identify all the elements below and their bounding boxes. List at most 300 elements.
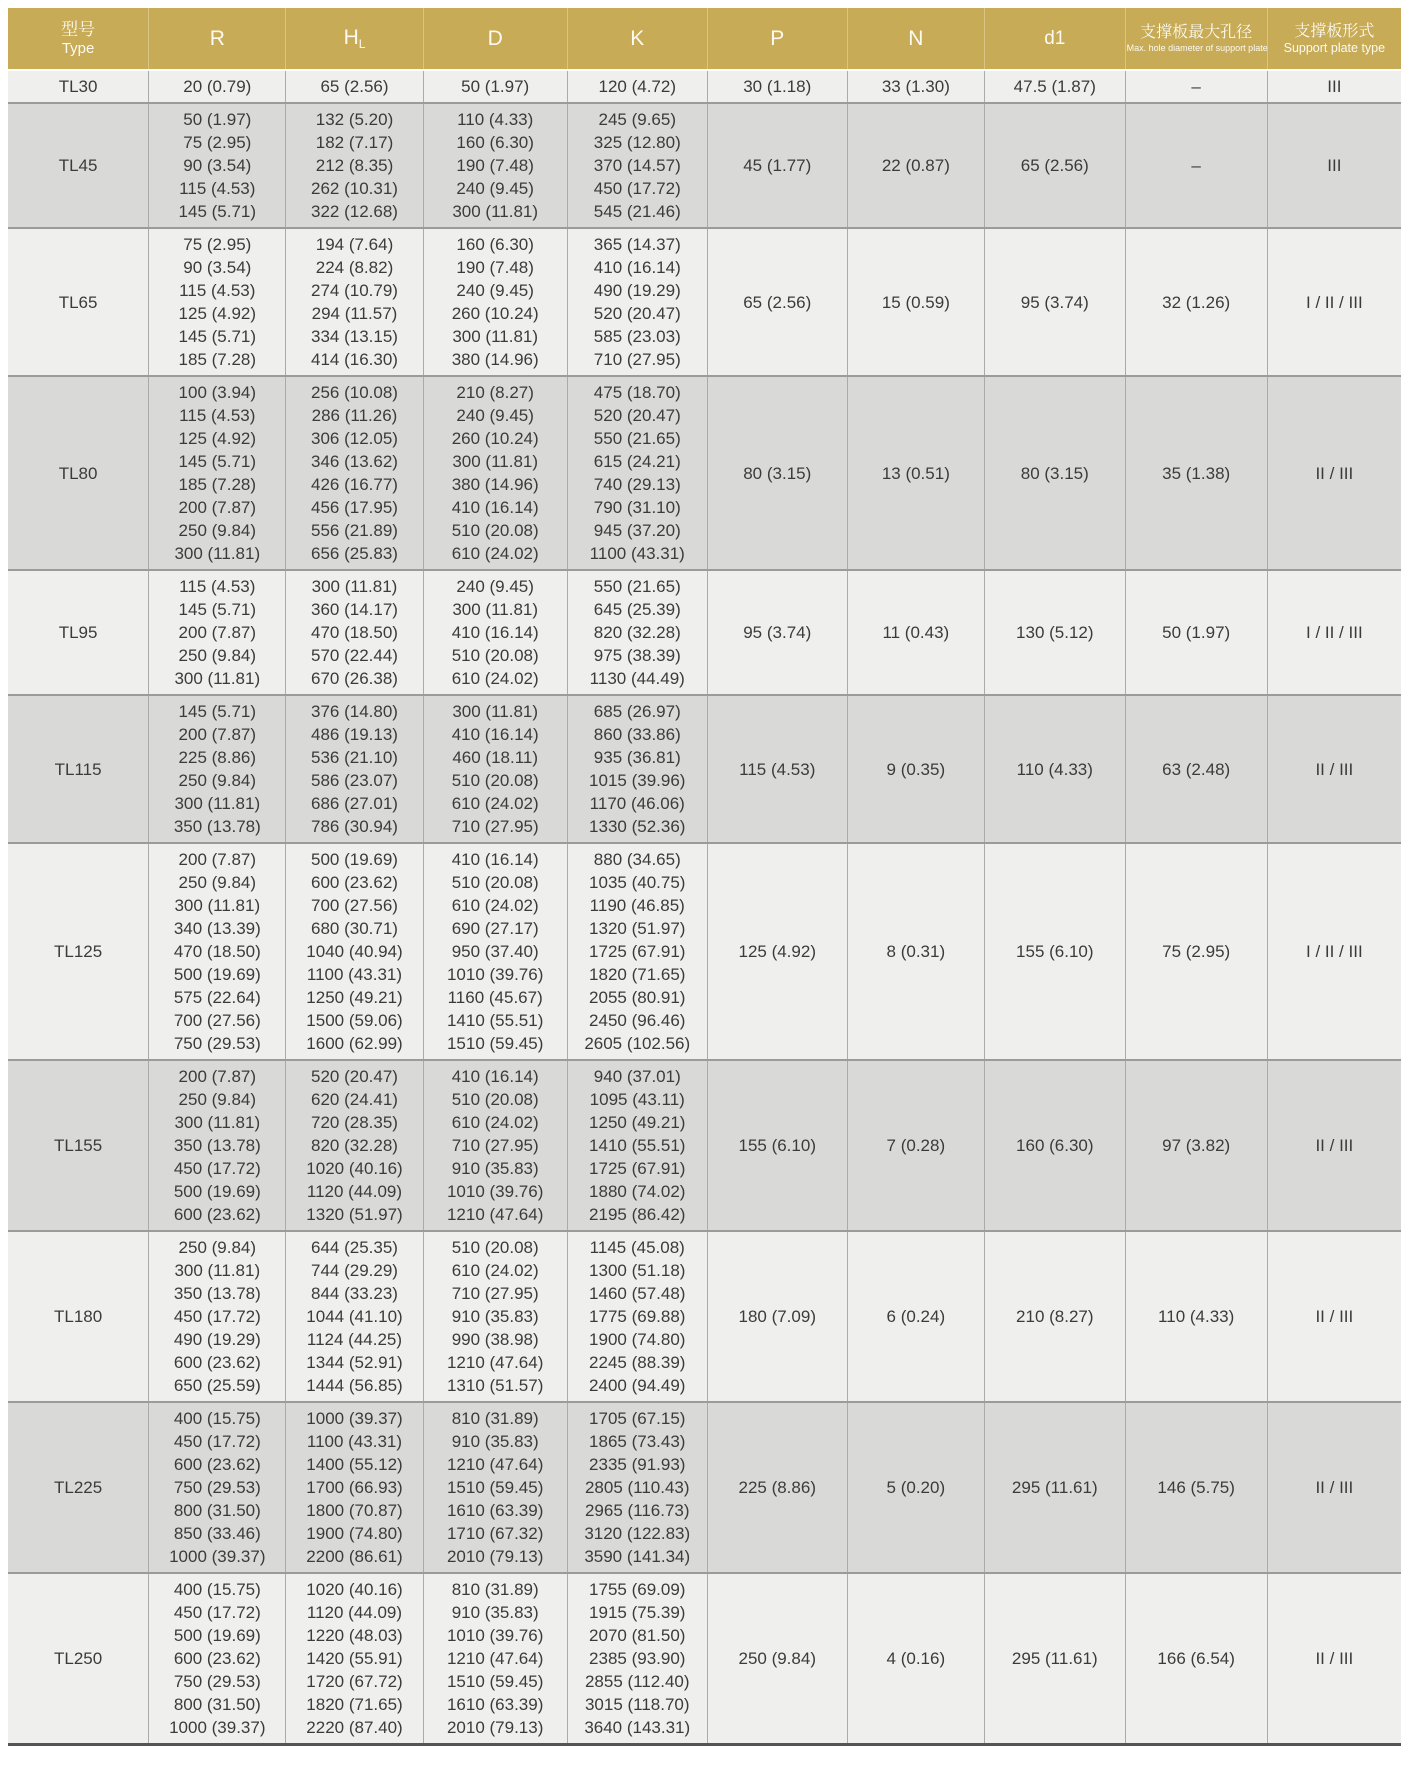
- d-value: 1510 (59.45): [446, 1478, 544, 1497]
- max-hole-cell: 110 (4.33): [1125, 1231, 1267, 1402]
- k-value: 935 (36.81): [593, 748, 681, 767]
- hl-value: 786 (30.94): [311, 817, 398, 836]
- r-value: 250 (9.84): [178, 521, 257, 540]
- hl-value: 520 (20.47): [311, 1067, 398, 1086]
- d-value: 1610 (63.39): [446, 1501, 544, 1520]
- d-value: 190 (7.48): [456, 156, 534, 175]
- k-value: 1725 (67.91): [589, 1159, 686, 1178]
- k-value: 1880 (74.02): [589, 1182, 686, 1201]
- hl-value: 1040 (40.94): [306, 942, 403, 961]
- d-value: 240 (9.45): [456, 281, 534, 300]
- r-value: 145 (5.71): [178, 452, 257, 471]
- r-value: 650 (25.59): [173, 1376, 261, 1395]
- k-value: 475 (18.70): [593, 383, 681, 402]
- k-cell: [567, 1060, 707, 1231]
- k-cell: [567, 570, 707, 695]
- r-cell: [149, 1231, 286, 1402]
- plate-type-cell: III: [1267, 103, 1401, 228]
- n-cell: 9 (0.35): [847, 695, 984, 843]
- spec-table-body: [8, 70, 1401, 1745]
- hl-value: 1600 (62.99): [306, 1034, 403, 1053]
- table-row: [8, 695, 1401, 843]
- r-value: 600 (23.62): [173, 1205, 261, 1224]
- hl-value: 194 (7.64): [315, 235, 394, 254]
- k-value: 2195 (86.42): [589, 1205, 686, 1224]
- max-hole-cell: –: [1125, 70, 1267, 103]
- k-value: 490 (19.29): [593, 281, 681, 300]
- d-value: 510 (20.08): [451, 646, 539, 665]
- r-value: 125 (4.92): [178, 429, 257, 448]
- max-hole-cell: 166 (6.54): [1125, 1573, 1267, 1745]
- max-hole-cell: –: [1125, 103, 1267, 228]
- col-plate-type-zh: 支撑板形式: [1294, 22, 1375, 40]
- r-cell: [149, 228, 286, 376]
- hl-value: 1250 (49.21): [306, 988, 403, 1007]
- col-header-max-hole: [1125, 8, 1267, 70]
- hl-value: 224 (8.82): [315, 258, 394, 277]
- r-value: 250 (9.84): [178, 646, 257, 665]
- r-value: 340 (13.39): [173, 919, 261, 938]
- k-value: 615 (24.21): [593, 452, 681, 471]
- d1-cell: 155 (6.10): [984, 843, 1125, 1060]
- r-value: 100 (3.94): [178, 383, 257, 402]
- hl-value: 256 (10.08): [311, 383, 398, 402]
- plate-type-cell: II / III: [1267, 1060, 1401, 1231]
- hl-cell: [286, 376, 423, 570]
- r-value: 800 (31.50): [173, 1695, 261, 1714]
- r-value: 450 (17.72): [173, 1159, 261, 1178]
- r-value: 350 (13.78): [173, 1136, 261, 1155]
- k-value: 1460 (57.48): [589, 1284, 686, 1303]
- hl-value: 346 (13.62): [311, 452, 398, 471]
- k-value: 245 (9.65): [598, 110, 676, 129]
- r-value: 300 (11.81): [174, 1113, 261, 1132]
- k-value: 450 (17.72): [593, 179, 681, 198]
- d-value: 160 (6.30): [456, 133, 534, 152]
- r-value: 50 (1.97): [183, 110, 252, 129]
- d-value: 300 (11.81): [452, 452, 539, 471]
- r-value: 600 (23.62): [173, 1455, 261, 1474]
- table-row: [8, 103, 1401, 228]
- hl-value: 570 (22.44): [311, 646, 398, 665]
- n-cell: 8 (0.31): [847, 843, 984, 1060]
- k-value: 2245 (88.39): [589, 1353, 686, 1372]
- d1-cell: 47.5 (1.87): [984, 70, 1125, 103]
- hl-value: 306 (12.05): [311, 429, 398, 448]
- hl-value: 600 (23.62): [311, 873, 398, 892]
- k-value: 1170 (46.06): [589, 794, 685, 813]
- k-value: 940 (37.01): [593, 1067, 681, 1086]
- k-value: 1410 (55.51): [589, 1136, 686, 1155]
- table-row: [8, 70, 1401, 103]
- p-cell: 65 (2.56): [707, 228, 847, 376]
- r-value: 490 (19.29): [173, 1330, 261, 1349]
- d-value: 610 (24.02): [451, 896, 539, 915]
- type-cell: TL30: [8, 70, 149, 103]
- r-value: 90 (3.54): [183, 258, 252, 277]
- hl-value: 644 (25.35): [311, 1238, 398, 1257]
- k-value: 2400 (94.49): [589, 1376, 686, 1395]
- k-value: 410 (16.14): [593, 258, 681, 277]
- r-value: 1000 (39.37): [169, 1718, 266, 1737]
- spec-sheet-page: [8, 8, 1401, 1746]
- p-cell: 250 (9.84): [707, 1573, 847, 1745]
- max-hole-cell: 146 (5.75): [1125, 1402, 1267, 1573]
- d-cell: [423, 1402, 567, 1573]
- d-value: 2010 (79.13): [446, 1547, 544, 1566]
- k-value: 2450 (96.46): [589, 1011, 686, 1030]
- hl-value: 556 (21.89): [311, 521, 398, 540]
- r-value: 700 (27.56): [173, 1011, 261, 1030]
- d-cell: [423, 570, 567, 695]
- r-value: 20 (0.79): [183, 77, 252, 96]
- d-value: 910 (35.83): [451, 1159, 539, 1178]
- d-value: 380 (14.96): [451, 350, 539, 369]
- r-value: 200 (7.87): [178, 850, 257, 869]
- d-value: 410 (16.14): [451, 1067, 539, 1086]
- col-header-n: [847, 8, 984, 70]
- r-value: 400 (15.75): [173, 1580, 261, 1599]
- hl-cell: [286, 1573, 423, 1745]
- k-value: 365 (14.37): [593, 235, 681, 254]
- k-value: 120 (4.72): [598, 77, 676, 96]
- r-value: 90 (3.54): [183, 156, 252, 175]
- r-value: 350 (13.78): [173, 1284, 261, 1303]
- k-value: 2965 (116.73): [584, 1501, 690, 1520]
- hl-value: 65 (2.56): [320, 77, 389, 96]
- hl-value: 1220 (48.03): [306, 1626, 403, 1645]
- d-value: 410 (16.14): [451, 623, 539, 642]
- plate-type-cell: II / III: [1267, 1402, 1401, 1573]
- type-cell: TL65: [8, 228, 149, 376]
- hl-value: 182 (7.17): [315, 133, 394, 152]
- d-value: 690 (27.17): [451, 919, 539, 938]
- hl-cell: [286, 228, 423, 376]
- hl-value: 1120 (44.09): [306, 1603, 403, 1622]
- r-value: 75 (2.95): [183, 235, 252, 254]
- d-value: 1010 (39.76): [446, 1626, 544, 1645]
- d-value: 1710 (67.32): [446, 1524, 544, 1543]
- hl-cell: [286, 1231, 423, 1402]
- r-cell: [149, 1402, 286, 1573]
- d-value: 810 (31.89): [451, 1580, 539, 1599]
- r-value: 500 (19.69): [173, 1182, 261, 1201]
- table-row: [8, 1060, 1401, 1231]
- hl-value: 844 (33.23): [311, 1284, 398, 1303]
- n-cell: 13 (0.51): [847, 376, 984, 570]
- r-value: 145 (5.71): [178, 600, 257, 619]
- d-cell: [423, 843, 567, 1060]
- r-value: 575 (22.64): [173, 988, 261, 1007]
- d-value: 1510 (59.45): [446, 1034, 544, 1053]
- d-value: 300 (11.81): [452, 327, 539, 346]
- hl-value: 470 (18.50): [311, 623, 398, 642]
- hl-value: 300 (11.81): [311, 577, 398, 596]
- hl-value: 456 (17.95): [311, 498, 398, 517]
- col-type-en: Type: [61, 39, 95, 57]
- p-cell: 225 (8.86): [707, 1402, 847, 1573]
- d-value: 810 (31.89): [451, 1409, 539, 1428]
- d-value: 1310 (51.57): [446, 1376, 544, 1395]
- d-value: 460 (18.11): [452, 748, 539, 767]
- table-row: [8, 570, 1401, 695]
- col-n-label: N: [908, 26, 924, 50]
- r-value: 250 (9.84): [178, 771, 257, 790]
- d-value: 510 (20.08): [451, 1238, 539, 1257]
- hl-value: 1100 (43.31): [306, 965, 403, 984]
- k-value: 2805 (110.43): [584, 1478, 690, 1497]
- k-value: 585 (23.03): [593, 327, 681, 346]
- d1-cell: 110 (4.33): [984, 695, 1125, 843]
- d-value: 990 (38.98): [451, 1330, 539, 1349]
- max-hole-cell: 75 (2.95): [1125, 843, 1267, 1060]
- col-d-label: D: [487, 26, 503, 50]
- plate-type-cell: II / III: [1267, 1573, 1401, 1745]
- hl-value: 1800 (70.87): [306, 1501, 403, 1520]
- r-value: 125 (4.92): [178, 304, 257, 323]
- d-value: 240 (9.45): [456, 179, 534, 198]
- col-header-p: [707, 8, 847, 70]
- hl-value: 1124 (44.25): [306, 1330, 403, 1349]
- max-hole-cell: 50 (1.97): [1125, 570, 1267, 695]
- hl-value: 500 (19.69): [311, 850, 398, 869]
- r-value: 115 (4.53): [179, 281, 256, 300]
- p-cell: 95 (3.74): [707, 570, 847, 695]
- table-row: [8, 1573, 1401, 1745]
- r-value: 600 (23.62): [173, 1649, 261, 1668]
- d-value: 510 (20.08): [451, 521, 539, 540]
- k-value: 550 (21.65): [593, 577, 681, 596]
- hl-value: 274 (10.79): [311, 281, 398, 300]
- table-row: [8, 376, 1401, 570]
- d-value: 300 (11.81): [452, 202, 539, 221]
- r-value: 300 (11.81): [174, 669, 261, 688]
- r-value: 200 (7.87): [178, 1067, 257, 1086]
- d-value: 610 (24.02): [451, 669, 539, 688]
- table-row: [8, 1402, 1401, 1573]
- plate-type-cell: II / III: [1267, 376, 1401, 570]
- k-value: 1330 (52.36): [589, 817, 686, 836]
- r-cell: [149, 70, 286, 103]
- n-cell: 22 (0.87): [847, 103, 984, 228]
- d-value: 610 (24.02): [451, 794, 539, 813]
- p-cell: 180 (7.09): [707, 1231, 847, 1402]
- k-value: 1900 (74.80): [589, 1330, 686, 1349]
- k-value: 2055 (80.91): [589, 988, 686, 1007]
- hl-value: 1420 (55.91): [306, 1649, 403, 1668]
- d1-cell: 80 (3.15): [984, 376, 1125, 570]
- k-value: 945 (37.20): [593, 521, 681, 540]
- n-cell: 5 (0.20): [847, 1402, 984, 1573]
- hl-value: 620 (24.41): [311, 1090, 398, 1109]
- d1-cell: 130 (5.12): [984, 570, 1125, 695]
- type-cell: TL115: [8, 695, 149, 843]
- d-value: 1610 (63.39): [446, 1695, 544, 1714]
- r-cell: [149, 1573, 286, 1745]
- hl-value: 586 (23.07): [311, 771, 398, 790]
- r-value: 300 (11.81): [174, 794, 261, 813]
- d-value: 410 (16.14): [451, 498, 539, 517]
- r-value: 450 (17.72): [173, 1432, 261, 1451]
- d-value: 710 (27.95): [451, 1284, 539, 1303]
- r-value: 600 (23.62): [173, 1353, 261, 1372]
- r-value: 145 (5.71): [178, 327, 257, 346]
- r-value: 115 (4.53): [179, 179, 256, 198]
- plate-type-cell: I / II / III: [1267, 228, 1401, 376]
- r-cell: [149, 103, 286, 228]
- n-cell: 15 (0.59): [847, 228, 984, 376]
- col-header-type: [8, 8, 149, 70]
- hl-value: 1344 (52.91): [306, 1353, 403, 1372]
- k-cell: [567, 103, 707, 228]
- p-cell: 115 (4.53): [707, 695, 847, 843]
- d-value: 610 (24.02): [451, 1113, 539, 1132]
- plate-type-cell: I / II / III: [1267, 570, 1401, 695]
- k-value: 1015 (39.96): [589, 771, 686, 790]
- k-value: 710 (27.95): [593, 350, 681, 369]
- hl-value: 680 (30.71): [311, 919, 398, 938]
- k-value: 1705 (67.15): [589, 1409, 686, 1428]
- r-value: 850 (33.46): [173, 1524, 261, 1543]
- k-value: 1820 (71.65): [589, 965, 686, 984]
- d-cell: [423, 695, 567, 843]
- table-row: [8, 843, 1401, 1060]
- d-value: 260 (10.24): [451, 304, 539, 323]
- hl-value: 322 (12.68): [311, 202, 398, 221]
- k-value: 1300 (51.18): [589, 1261, 686, 1280]
- plate-type-cell: II / III: [1267, 1231, 1401, 1402]
- r-value: 450 (17.72): [173, 1603, 261, 1622]
- d1-cell: 95 (3.74): [984, 228, 1125, 376]
- hl-value: 1100 (43.31): [306, 1432, 403, 1451]
- d-value: 1210 (47.64): [446, 1205, 544, 1224]
- hl-value: 700 (27.56): [311, 896, 398, 915]
- k-value: 1035 (40.75): [589, 873, 686, 892]
- k-value: 1100 (43.31): [589, 544, 685, 563]
- col-k-label: K: [630, 26, 645, 50]
- d-cell: [423, 1231, 567, 1402]
- k-value: 880 (34.65): [593, 850, 681, 869]
- r-value: 500 (19.69): [173, 1626, 261, 1645]
- d-value: 510 (20.08): [451, 1090, 539, 1109]
- max-hole-cell: 97 (3.82): [1125, 1060, 1267, 1231]
- hl-cell: [286, 843, 423, 1060]
- d-cell: [423, 1573, 567, 1745]
- hl-cell: [286, 1402, 423, 1573]
- k-value: 685 (26.97): [593, 702, 681, 721]
- k-value: 2855 (112.40): [584, 1672, 690, 1691]
- r-value: 400 (15.75): [173, 1409, 261, 1428]
- k-value: 1915 (75.39): [589, 1603, 686, 1622]
- k-value: 3640 (143.31): [584, 1718, 691, 1737]
- d-value: 1210 (47.64): [446, 1455, 544, 1474]
- hl-cell: [286, 103, 423, 228]
- k-value: 860 (33.86): [593, 725, 681, 744]
- hl-value: 294 (11.57): [311, 304, 398, 323]
- hl-value: 286 (11.26): [311, 406, 398, 425]
- table-row: [8, 1231, 1401, 1402]
- r-cell: [149, 570, 286, 695]
- d-value: 1010 (39.76): [446, 1182, 544, 1201]
- r-value: 500 (19.69): [173, 965, 261, 984]
- hl-value: 744 (29.29): [311, 1261, 398, 1280]
- d-value: 1210 (47.64): [446, 1649, 544, 1668]
- r-value: 800 (31.50): [173, 1501, 261, 1520]
- hl-value: 1700 (66.93): [306, 1478, 403, 1497]
- k-cell: [567, 70, 707, 103]
- k-value: 1250 (49.21): [589, 1113, 686, 1132]
- k-value: 2385 (93.90): [589, 1649, 686, 1668]
- type-cell: TL125: [8, 843, 149, 1060]
- hl-value: 1020 (40.16): [306, 1159, 403, 1178]
- r-value: 750 (29.53): [173, 1478, 261, 1497]
- max-hole-cell: 63 (2.48): [1125, 695, 1267, 843]
- type-cell: TL95: [8, 570, 149, 695]
- k-value: 1095 (43.11): [589, 1090, 685, 1109]
- max-hole-cell: 32 (1.26): [1125, 228, 1267, 376]
- d-value: 410 (16.14): [451, 725, 539, 744]
- col-max-hole-en: Max. hole diameter of support plate: [1126, 43, 1268, 53]
- d-value: 910 (35.83): [451, 1307, 539, 1326]
- d-value: 380 (14.96): [451, 475, 539, 494]
- hl-value: 1900 (74.80): [306, 1524, 403, 1543]
- r-value: 300 (11.81): [174, 1261, 261, 1280]
- r-value: 185 (7.28): [178, 475, 257, 494]
- r-value: 200 (7.87): [178, 623, 257, 642]
- d-value: 710 (27.95): [451, 817, 539, 836]
- d1-cell: 295 (11.61): [984, 1573, 1125, 1745]
- k-value: 1865 (73.43): [589, 1432, 686, 1451]
- d1-cell: 160 (6.30): [984, 1060, 1125, 1231]
- col-max-hole-zh: 支撑板最大孔径: [1140, 24, 1253, 41]
- k-value: 520 (20.47): [593, 304, 681, 323]
- r-value: 225 (8.86): [178, 748, 257, 767]
- d-value: 190 (7.48): [456, 258, 534, 277]
- k-value: 1190 (46.85): [589, 896, 685, 915]
- n-cell: 4 (0.16): [847, 1573, 984, 1745]
- r-value: 115 (4.53): [179, 406, 256, 425]
- d-value: 950 (37.40): [451, 942, 539, 961]
- k-value: 740 (29.13): [593, 475, 681, 494]
- n-cell: 33 (1.30): [847, 70, 984, 103]
- hl-value: 212 (8.35): [315, 156, 394, 175]
- table-header: [8, 8, 1401, 70]
- k-value: 2605 (102.56): [584, 1034, 691, 1053]
- p-cell: 155 (6.10): [707, 1060, 847, 1231]
- k-value: 3590 (141.34): [584, 1547, 691, 1566]
- d-value: 1160 (45.67): [447, 988, 543, 1007]
- hl-value: 426 (16.77): [311, 475, 398, 494]
- r-value: 750 (29.53): [173, 1672, 261, 1691]
- col-header-k: [567, 8, 707, 70]
- hl-value: 1020 (40.16): [306, 1580, 403, 1599]
- d-value: 510 (20.08): [451, 873, 539, 892]
- r-value: 250 (9.84): [178, 1090, 257, 1109]
- k-value: 1145 (45.08): [589, 1238, 685, 1257]
- d-value: 610 (24.02): [451, 1261, 539, 1280]
- d-value: 210 (8.27): [456, 383, 534, 402]
- max-hole-cell: 35 (1.38): [1125, 376, 1267, 570]
- k-value: 1320 (51.97): [589, 919, 686, 938]
- k-cell: [567, 1231, 707, 1402]
- k-value: 790 (31.10): [593, 498, 681, 517]
- k-value: 820 (32.28): [593, 623, 681, 642]
- k-value: 325 (12.80): [593, 133, 681, 152]
- k-value: 1755 (69.09): [589, 1580, 686, 1599]
- r-value: 200 (7.87): [178, 498, 257, 517]
- col-hl-sub: L: [358, 37, 366, 52]
- d-cell: [423, 70, 567, 103]
